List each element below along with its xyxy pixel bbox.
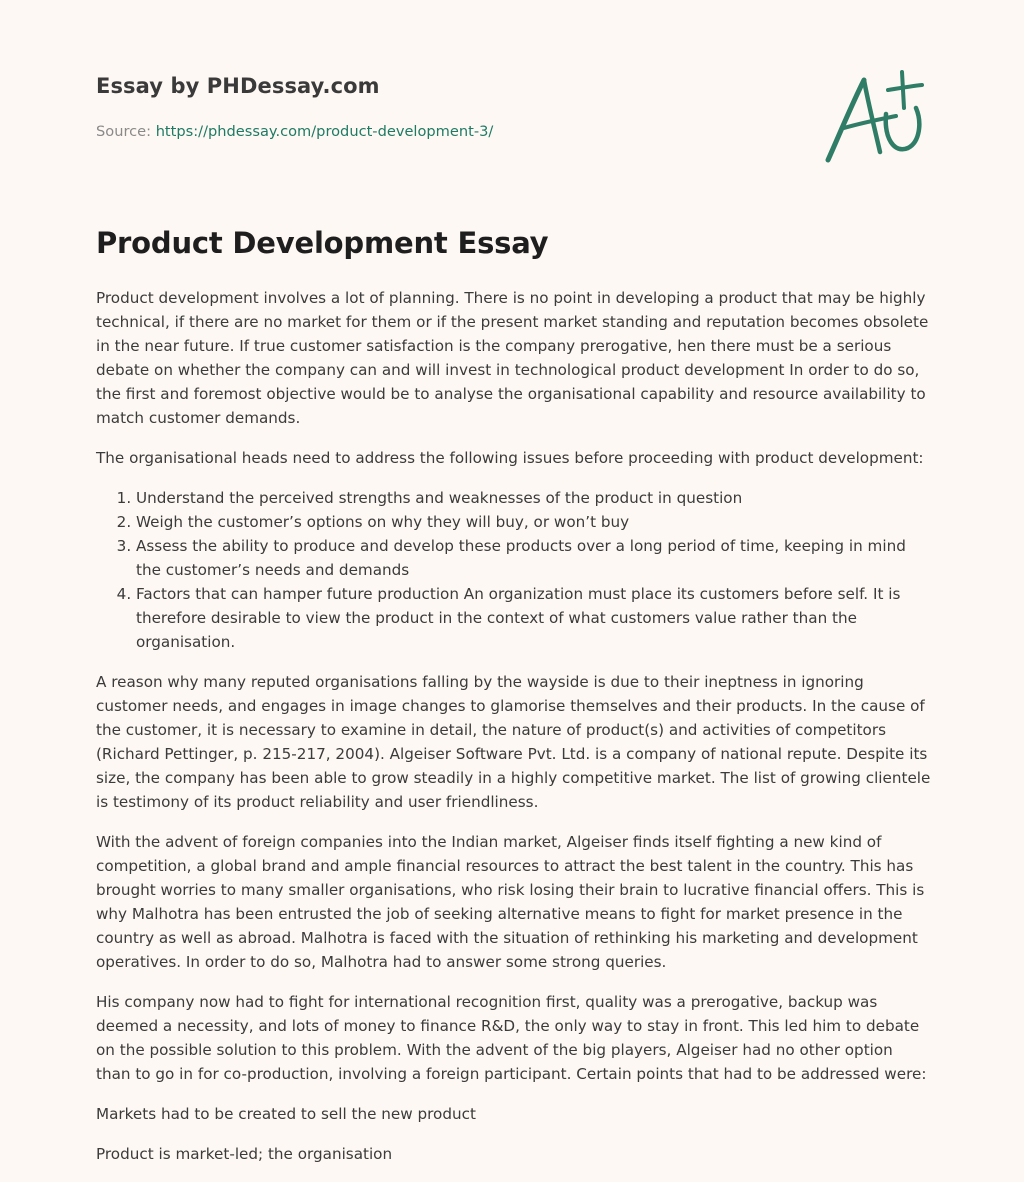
site-title: Essay by PHDessay.com [96, 74, 380, 98]
essay-body [96, 286, 932, 1182]
paragraph: Product is market-led; the organisation [96, 1145, 393, 1163]
essay-title: Product Development Essay [96, 226, 549, 260]
paragraph: His company now had to fight for international recognition first, quality was a prerogative, backup was deemed a necessity, and lots of money to finance R&D, the only way to stay in front. This led him to debate on the possible solution to this problem. With the advent of the big players, Algeiser had no other option than to go in for co-production, involving a foreign participant. Certain points that had to be addressed were: [96, 993, 927, 1083]
a-plus-grade-icon [824, 68, 928, 164]
issues-list [96, 486, 932, 654]
paragraph: With the advent of foreign companies into the Indian market, Algeiser finds itself fighting a new kind of competition, a global brand and ample financial resources to attract the best talent in the country. This has brought worries to many smaller organisations, who risk losing their brain to lucrative financial offers. This is why Malhotra has been entrusted the job of seeking alternative means to fight for market presence in the country as well as abroad. Malhotra is faced with the situation of rethinking his marketing and development operatives. In order to do so, Malhotra had to answer some strong queries. [96, 833, 925, 971]
list-item: 1. Understand the perceived strengths and weaknesses of the product in question [136, 486, 932, 510]
list-item: 3. Assess the ability to produce and develop these products over a long period of time, keeping in mind the customer’s needs and demands [136, 534, 932, 582]
site-header [96, 74, 932, 174]
source-link[interactable]: https://phdessay.com/product-development-3/ [155, 123, 494, 140]
paragraph: Product development involves a lot of planning. There is no point in developing a product that may be highly technical, if there are no market for them or if the present market standing and reputation becomes obsolete in the near future. If true customer satisfaction is the company prerogative, hen there must be a serious debate on whether the company can and will invest in technological product development In order to do so, the first and foremost objective would be to analyse the organisational capability and resource availability to match customer demands. [96, 289, 929, 427]
source-label: Source: [96, 123, 156, 140]
paragraph: Markets had to be created to sell the new product [96, 1105, 476, 1123]
list-item: 4. Factors that can hamper future production An organization must place its customers before self. It is therefore desirable to view the product in the context of what customers value rather than the organisation. [136, 582, 932, 654]
paragraph: The organisational heads need to address the following issues before proceeding with product development: [96, 449, 924, 467]
source-line [96, 123, 493, 140]
list-item: 2. Weigh the customer’s options on why they will buy, or won’t buy [136, 510, 932, 534]
paragraph: A reason why many reputed organisations falling by the wayside is due to their ineptness in ignoring customer needs, and engages in image changes to glamorise themselves and their products. In the cause of the customer, it is necessary to examine in detail, the nature of product(s) and activities of competitors (Richard Pettinger, p. 215-217, 2004). Algeiser Software Pvt. Ltd. is a company of national repute. Despite its size, the company has been able to grow steadily in a highly competitive market. The list of growing clientele is testimony of its product reliability and user friendliness. [96, 673, 931, 811]
